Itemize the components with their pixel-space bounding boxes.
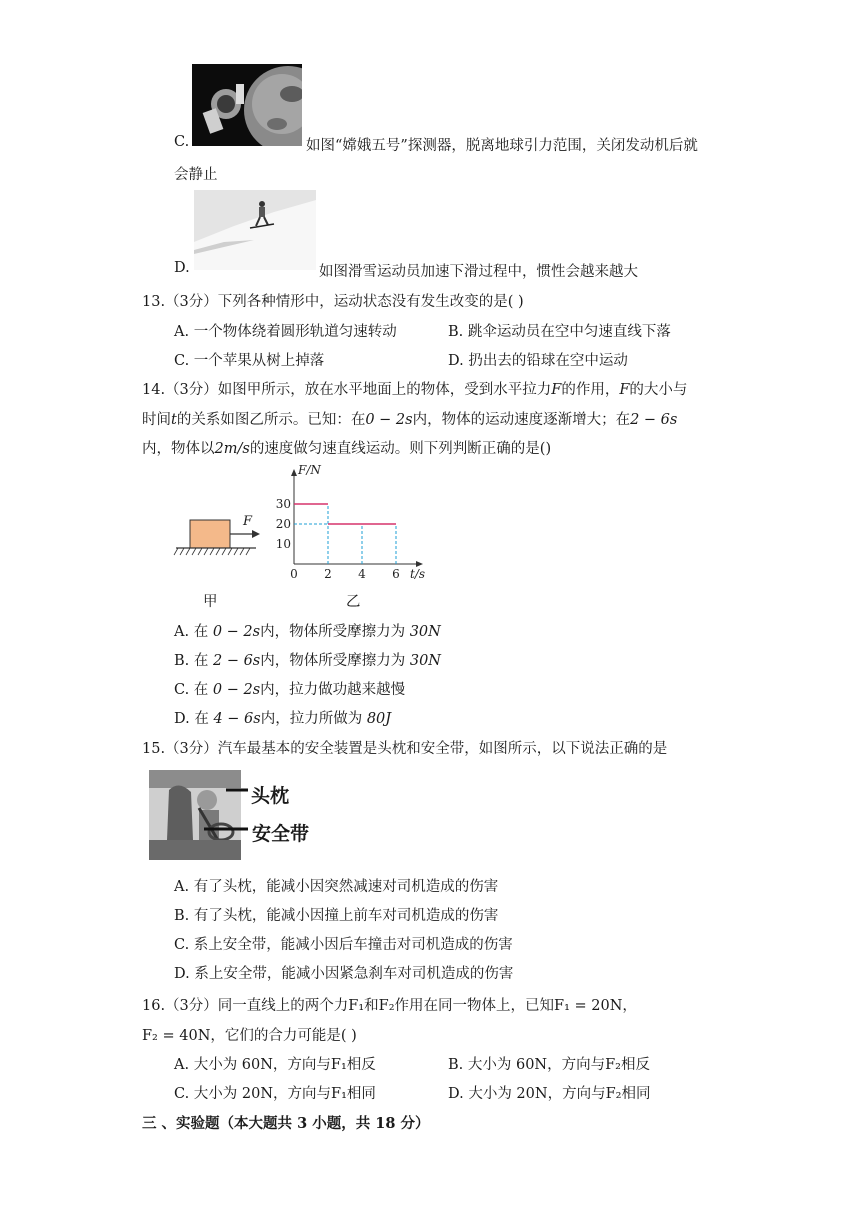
figure-jia-block-diagram	[172, 510, 272, 560]
y-tick-label: 10	[275, 537, 291, 551]
q14-line1-part-c: 的大小与	[629, 382, 688, 398]
q14-line2-part-c: 内，物体的运动速度逐渐增大；在	[412, 412, 631, 428]
q15-option-c: C. 系上安全带，能减小因后车撞击对司机造成的伤害	[174, 937, 513, 953]
q14-line2-time-symbol: t	[171, 412, 177, 428]
figure-jia-label: 甲	[203, 594, 218, 610]
q14-line1-force-symbol: F	[551, 382, 562, 398]
chang-e-probe-image	[192, 64, 302, 146]
y-tick-label: 30	[275, 497, 291, 511]
q14-option-a-math1: 0 − 2s	[212, 624, 261, 640]
y-tick-label: 20	[275, 517, 291, 531]
force-arrowhead	[252, 530, 260, 538]
q12-c-text-1: 如图“嫦娥五号”探测器，脱离地球引力范围，关闭发动机后就	[306, 138, 698, 154]
q13-option-a: A. 一个物体绕着圆形轨道匀速转动	[174, 324, 397, 340]
q14-option-b-mid: 内，物体所受摩擦力为	[260, 653, 410, 669]
q14-line1-part-b: 的作用，	[561, 382, 620, 398]
chart-guides	[294, 504, 396, 564]
q14-line1-force-symbol-2: F	[619, 382, 630, 398]
q14-option-a-pre: A. 在	[174, 624, 213, 640]
skier-image	[194, 190, 316, 270]
q14-line1-part-a: 14.（3分）如图甲所示，放在水平地面上的物体，受到水平拉力	[142, 382, 552, 398]
q14-line2-part-a: 时间	[142, 412, 171, 428]
q15-option-d: D. 系上安全带，能减小因紧急刹车对司机造成的伤害	[174, 966, 514, 982]
q12-d-letter: D.	[174, 260, 190, 276]
headrest-pointer	[226, 784, 250, 796]
q13-stem: 13.（3分）下列各种情形中，运动状态没有发生改变的是( )	[142, 294, 524, 310]
q14-line3-part-b: 的速度做匀速直线运动。则下列判断正确的是()	[249, 441, 552, 457]
q14-line2-range-2: 2 − 6s	[630, 412, 678, 428]
q14-stem-line-3	[142, 437, 551, 458]
q14-option-d-mid: 内，拉力所做为	[260, 711, 367, 727]
q14-option-a-math2: 30N	[409, 624, 441, 640]
q14-option-b	[174, 649, 441, 670]
q13-option-b: B. 跳伞运动员在空中匀速直线下落	[448, 324, 671, 340]
q14-stem-line-1	[142, 378, 687, 399]
q12-d-text: 如图滑雪运动员加速下滑过程中，惯性会越来越大	[319, 264, 638, 280]
y-axis-label: F/N	[298, 463, 321, 477]
q14-line2-range-1: 0 − 2s	[365, 412, 413, 428]
q15-option-a: A. 有了头枕，能减小因突然减速对司机造成的伤害	[174, 879, 499, 895]
ground-hatching	[174, 548, 250, 555]
x-tick-label: 2	[324, 567, 332, 580]
q16-option-c: C. 大小为 20N，方向与F₁相同	[174, 1086, 376, 1102]
seatbelt-pointer	[204, 823, 250, 835]
skier-photo-art	[194, 190, 316, 270]
q14-option-c	[174, 678, 405, 699]
q12-c-letter: C.	[174, 134, 190, 150]
q13-option-d: D. 扔出去的铅球在空中运动	[448, 353, 628, 369]
q14-stem-line-2	[142, 408, 677, 429]
q14-option-d-pre: D. 在	[174, 711, 214, 727]
q14-option-d-math2: 80J	[366, 711, 392, 727]
block	[190, 520, 230, 548]
x-tick-label: 4	[358, 567, 366, 580]
q14-line3-speed: 2m/s	[214, 441, 250, 457]
section-3-title: 三 、实验题（本大题共 3 小题，共 18 分）	[142, 1115, 430, 1132]
x-tick-label: 6	[392, 567, 400, 580]
y-axis-arrowhead	[291, 469, 297, 476]
figure-yi-force-time-chart	[270, 462, 430, 580]
q14-option-c-pre: C. 在	[174, 682, 213, 698]
q14-line2-part-b: 的关系如图乙所示。已知：在	[176, 412, 366, 428]
figure-yi-label: 乙	[346, 594, 361, 610]
q14-option-a-mid: 内，物体所受摩擦力为	[260, 624, 410, 640]
chart-labels	[276, 463, 425, 580]
q12-c-text-2: 会静止	[174, 167, 218, 183]
q14-option-a	[174, 620, 441, 641]
q14-option-b-math1: 2 − 6s	[212, 653, 261, 669]
seatbelt-label: 安全带	[252, 823, 310, 845]
q14-option-c-math1: 0 − 2s	[212, 682, 261, 698]
chart-series	[294, 504, 396, 524]
q16-stem-line-1: 16.（3分）同一直线上的两个力F₁和F₂作用在同一物体上，已知F₁ = 20N，	[142, 998, 637, 1014]
x-tick-label: 0	[290, 567, 298, 580]
q16-stem-line-2: F₂ = 40N，它们的合力可能是( )	[142, 1028, 357, 1044]
q14-line3-part-a: 内，物体以	[142, 441, 215, 457]
force-label-f: F	[243, 514, 253, 529]
q14-option-c-mid: 内，拉力做功越来越慢	[260, 682, 406, 698]
x-axis-label: t/s	[410, 567, 426, 580]
probe-photo-art	[192, 64, 302, 146]
q13-option-c: C. 一个苹果从树上掉落	[174, 353, 325, 369]
q15-stem: 15.（3分）汽车最基本的安全装置是头枕和安全带，如图所示，以下说法正确的是	[142, 741, 668, 757]
q14-option-d-math1: 4 − 6s	[213, 711, 261, 727]
q14-option-b-math2: 30N	[409, 653, 441, 669]
chart-axes	[291, 469, 423, 567]
q14-option-d	[174, 707, 391, 728]
q16-option-a: A. 大小为 60N，方向与F₁相反	[174, 1057, 376, 1073]
q15-option-b: B. 有了头枕，能减小因撞上前车对司机造成的伤害	[174, 908, 499, 924]
q16-option-d: D. 大小为 20N，方向与F₂相同	[448, 1086, 651, 1102]
q16-option-b: B. 大小为 60N，方向与F₂相反	[448, 1057, 650, 1073]
q14-option-b-pre: B. 在	[174, 653, 213, 669]
headrest-label: 头枕	[251, 785, 290, 807]
